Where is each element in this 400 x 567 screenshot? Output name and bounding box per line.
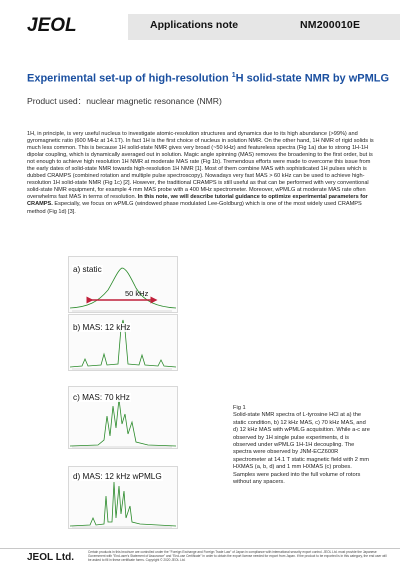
- page-title: [27, 72, 390, 85]
- panel-d-label: d) MAS: 12 kHz wPMLG: [73, 472, 162, 481]
- page-header: [0, 0, 400, 46]
- figure-caption: [233, 405, 371, 486]
- body-paragraph: [27, 131, 375, 216]
- body-text-1: 1H, in principle, is very useful nucleus to investigate atomic-resolution structures and dynamics due to its high abundance (>99%) and gyromagnetic ratio (600 MHz at 14.1T). In fact 1H is the first choice of nucleus in solution NMR. On the other hand, 1H NMR of rigid solids is much less common. This is because 1H solid-state NMR gives very broad (~50 kHz) and featureless spectra (Fig 1a) due to strong 1H-1H dipolar coupling, which is dynamically averaged out in solution. Magic angle spinning (MAS) removes the broadening to the first order, but is not enough to achieve high resolution 1H NMR at moderate MAS rate (Fig 1b). Tremendous efforts were made to overcome this issue from the early dates of solid-state NMR towards high-resolution 1H NMR [1]. Most of them combine MAS with sophisticated 1H pulses which is dubbed CRAMPS (combined rotation and multiple pulse spectroscopy). Nowadays very fast MAS > 60 kHz can be used to achieve high-resolution 1H solid-state NMR (Fig 1c) [2]. However, the traditional CRAMPS is still useful as that can be performed with very conventional solid-state NMR equipment, for example 4 mm MAS probe with a 400 MHz spectrometer. Moreover, wPMLG at moderate MAS rate often overwhelms fast MAS in terms of resolution.: [27, 131, 374, 201]
- body-bold-sentence: In this note, we will describe tutorial guidance to optimize experimental parameters for CRAMPS.: [27, 194, 368, 208]
- jeol-logo: [27, 14, 103, 34]
- product-used: Product used：nuclear magnetic resonance (NMR): [27, 96, 222, 106]
- title-sup: 1: [231, 72, 236, 79]
- panel-b-label: b) MAS: 12 kHz: [73, 323, 131, 332]
- panel-c-label: c) MAS: 70 kHz: [73, 393, 130, 402]
- spectra-figure: [68, 256, 178, 530]
- panel-a-label: a) static: [73, 265, 102, 274]
- doc-number: NM200010E: [300, 19, 361, 31]
- title-post: H solid-state NMR by wPMLG: [235, 72, 390, 85]
- footer-notice-text: Certain products in this brochure are controlled under the "Foreign Exchange and Foreign Trade Law" of Japan in compliance with international security export control. JEOL Ltd. must provide the Japanese Government with "End-user's Statement of Assurance" and "End-use Certificate" in order to obtain the export license needed for export from Japan. If the product to be exported is in this category, the end user will be asked to fill in these certificate forms.: [88, 550, 387, 562]
- footer-logo: JEOL Ltd.: [27, 552, 75, 563]
- logo-text: JEOL: [27, 15, 77, 34]
- footer-divider: [0, 548, 400, 549]
- caption-text: Solid-state NMR spectra of L-tyrosine HCl at a) the static condition, b) 12 kHz MAS, c) 70 kHz MAS, and d) 12 kHz MAS with wPMLG acquisition. While a-c are observed by 1H single pulse experiments, d is observed under wPMLG 1H-1H decoupling. The spectra were observed by JNM-ECZ600R spectrometer at 14.1 T static magnetic field with 2 mm HXMAS (a, b, d) and 1 mm HXMAS (c) probes. Samples were packed into the full volume of rotors without any spacers.: [233, 412, 370, 486]
- footer-notice: [88, 550, 388, 562]
- body-text-2: Especially, we focus on wPMLG (windowed phase modulated Lee-Goldburg) which is one of the most widely used CRAMPS method (Fig 1d) [3].: [27, 201, 362, 215]
- doc-category: Applications note: [150, 19, 239, 31]
- footer-copyright: Copyright © 2020 JEOL Ltd.: [145, 558, 186, 562]
- caption-title: Fig 1: [233, 405, 246, 411]
- arrow-label: 50 kHz: [125, 289, 149, 298]
- title-pre: Experimental set-up of high-resolution: [27, 72, 232, 85]
